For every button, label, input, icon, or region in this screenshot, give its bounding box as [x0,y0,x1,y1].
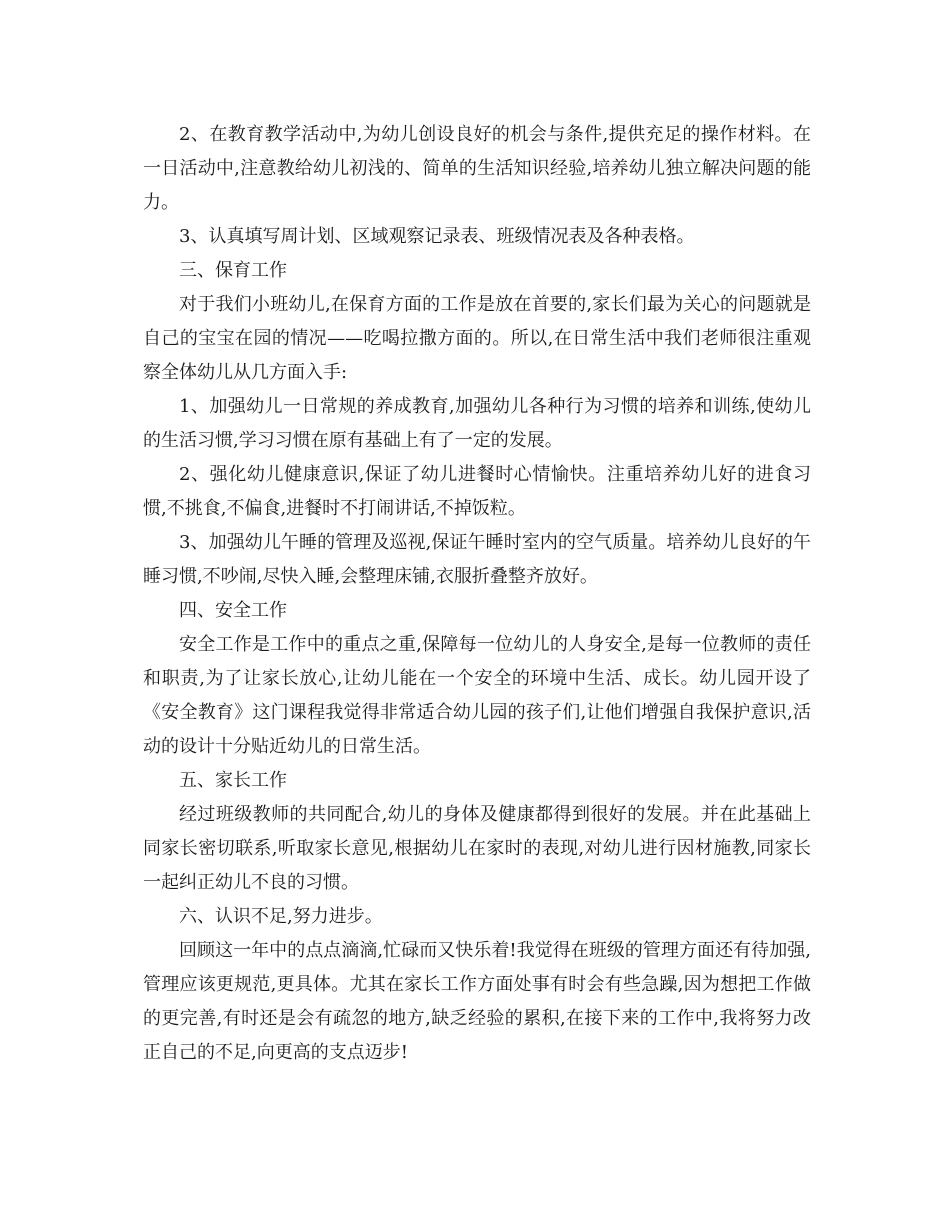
paragraph-1: 2、在教育教学活动中,为幼儿创设良好的机会与条件,提供充足的操作材料。在一日活动中,注意教给幼儿初浅的、简单的生活知识经验,培养幼儿独立解决问题的能力。 [143,124,811,213]
document-body [143,118,811,1070]
section-heading-6: 六、认识不足,努力进步。 [179,906,383,927]
paragraph-13: 回顾这一年中的点点滴滴,忙碌而又快乐着!我觉得在班级的管理方面还有待加强,管理应该更规范,更具体。尤其在家长工作方面处事有时会有些急躁,因为想把工作做的更完善,有时还是会有疏忽的地方,缺乏经验的累积,在接下来的工作中,我将努力改正自己的不足,向更高的支点迈步! [143,940,811,1063]
paragraph-7: 3、加强幼儿午睡的管理及巡视,保证午睡时室内的空气质量。培养幼儿良好的午睡习惯,不吵闹,尽快入睡,会整理床铺,衣服折叠整齐放好。 [143,532,811,587]
paragraph-9: 安全工作是工作中的重点之重,保障每一位幼儿的人身安全,是每一位教师的责任和职责,为了让家长放心,让幼儿能在一个安全的环境中生活、成长。幼儿园开设了《安全教育》这门课程我觉得非常适合幼儿园的孩子们,让他们增强自我保护意识,活动的设计十分贴近幼儿的日常生活。 [143,634,811,757]
paragraph-6: 2、强化幼儿健康意识,保证了幼儿进餐时心情愉快。注重培养幼儿好的进食习惯,不挑食,不偏食,进餐时不打闹讲话,不掉饭粒。 [143,464,811,519]
section-heading-3: 三、保育工作 [179,260,287,281]
paragraph-4: 对于我们小班幼儿,在保育方面的工作是放在首要的,家长们最为关心的问题就是自己的宝宝在园的情况——吃喝拉撒方面的。所以,在日常生活中我们老师很注重观察全体幼儿从几方面入手: [143,294,811,383]
section-heading-5: 五、家长工作 [179,770,287,791]
paragraph-2: 3、认真填写周计划、区域观察记录表、班级情况表及各种表格。 [179,226,695,247]
section-heading-4: 四、安全工作 [179,600,287,621]
paragraph-5: 1、加强幼儿一日常规的养成教育,加强幼儿各种行为习惯的培养和训练,使幼儿的生活习惯,学习习惯在原有基础上有了一定的发展。 [143,396,811,451]
paragraph-11: 经过班级教师的共同配合,幼儿的身体及健康都得到很好的发展。并在此基础上同家长密切联系,听取家长意见,根据幼儿在家时的表现,对幼儿进行因材施教,同家长一起纠正幼儿不良的习惯。 [143,804,811,893]
